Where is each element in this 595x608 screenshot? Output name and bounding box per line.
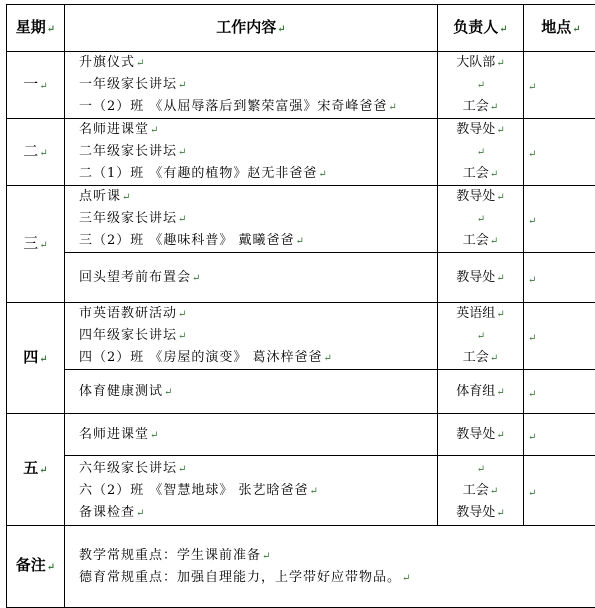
paragraph-mark-icon: ↵ — [296, 236, 305, 247]
owner-line: 大队部 — [456, 55, 495, 70]
paragraph-mark-icon: ↵ — [528, 77, 536, 99]
paragraph-mark-icon: ↵ — [490, 169, 498, 180]
owner-cell — [438, 414, 524, 456]
note-line: 德育常规重点：加强自理能力，上学带好应带物品。 — [79, 570, 401, 585]
notes-content-cell — [65, 526, 595, 608]
paragraph-mark-icon: ↵ — [477, 80, 485, 91]
content-cell — [65, 414, 438, 456]
day-cell-4 — [7, 303, 65, 414]
day-label: 五 — [23, 459, 38, 477]
paragraph-mark-icon: ↵ — [47, 562, 55, 573]
place-cell — [524, 370, 595, 414]
table-row — [7, 456, 595, 526]
paragraph-mark-icon: ↵ — [122, 192, 131, 203]
day-label: 一 — [23, 75, 38, 93]
content-line: 四年级家长讲坛 — [79, 328, 177, 343]
content-cell — [65, 186, 438, 253]
content-cell — [65, 370, 438, 414]
day-cell-3 — [7, 186, 65, 303]
paragraph-mark-icon: ↵ — [496, 125, 504, 136]
place-cell — [524, 52, 595, 119]
table-row — [7, 119, 595, 186]
paragraph-mark-icon: ↵ — [490, 486, 498, 497]
notes-label-cell — [7, 526, 65, 608]
paragraph-mark-icon: ↵ — [496, 508, 504, 519]
content-line: 四（2）班 《房屋的演变》 葛沐梓爸爸 — [79, 350, 323, 365]
paragraph-mark-icon: ↵ — [136, 58, 145, 69]
owner-line: 教导处 — [456, 427, 495, 442]
paragraph-mark-icon: ↵ — [490, 353, 498, 364]
paragraph-mark-icon: ↵ — [178, 80, 187, 91]
table-row — [7, 370, 595, 414]
paragraph-mark-icon: ↵ — [39, 240, 47, 251]
content-line: 名师进课堂 — [79, 122, 149, 137]
content-line: 三年级家长讲坛 — [79, 211, 177, 226]
paragraph-mark-icon: ↵ — [477, 147, 485, 158]
owner-cell — [438, 370, 524, 414]
content-line: 点听课 — [79, 189, 121, 204]
day-cell-5 — [7, 414, 65, 526]
paragraph-mark-icon: ↵ — [178, 147, 187, 158]
paragraph-mark-icon: ↵ — [178, 309, 187, 320]
paragraph-mark-icon: ↵ — [490, 102, 498, 113]
owner-line: 教导处 — [456, 122, 495, 137]
owner-line: 工会 — [463, 483, 489, 498]
paragraph-mark-icon: ↵ — [136, 508, 145, 519]
content-line: 名师进课堂 — [79, 427, 149, 442]
place-cell — [524, 414, 595, 456]
paragraph-mark-icon: ↵ — [178, 331, 187, 342]
paragraph-mark-icon: ↵ — [496, 58, 504, 69]
content-line: 回头望考前布置会 — [79, 270, 191, 285]
paragraph-mark-icon: ↵ — [277, 24, 285, 35]
content-line: 一（2）班 《从屈辱落后到繁荣富强》宋奇峰爸爸 — [79, 99, 387, 114]
paragraph-mark-icon: ↵ — [496, 192, 504, 203]
paragraph-mark-icon: ↵ — [477, 331, 485, 342]
header-owner-label: 负责人 — [453, 18, 498, 36]
paragraph-mark-icon: ↵ — [388, 102, 397, 113]
paragraph-mark-icon: ↵ — [150, 430, 159, 441]
place-cell — [524, 119, 595, 186]
header-owner — [438, 5, 524, 52]
day-cell-1 — [7, 52, 65, 119]
paragraph-mark-icon: ↵ — [477, 464, 485, 475]
header-place-label: 地点 — [541, 18, 571, 36]
owner-line: 教导处 — [456, 505, 495, 520]
paragraph-mark-icon: ↵ — [528, 211, 536, 233]
header-day — [7, 5, 65, 52]
owner-cell — [438, 52, 524, 119]
owner-cell — [438, 253, 524, 303]
owner-cell — [438, 303, 524, 370]
paragraph-mark-icon: ↵ — [192, 273, 201, 284]
owner-line: 工会 — [463, 233, 489, 248]
paragraph-mark-icon: ↵ — [499, 24, 507, 35]
owner-line: 工会 — [463, 99, 489, 114]
paragraph-mark-icon: ↵ — [164, 387, 173, 398]
content-line: 三（2）班 《趣味科普》 戴曦爸爸 — [79, 233, 295, 248]
header-row — [7, 5, 595, 52]
table-row — [7, 52, 595, 119]
weekly-schedule-table — [6, 4, 595, 608]
content-cell — [65, 119, 438, 186]
content-line: 市英语教研活动 — [79, 306, 177, 321]
content-line: 升旗仪式 — [79, 55, 135, 70]
notes-row — [7, 526, 595, 608]
content-line: 六（2）班 《智慧地球》 张艺晗爸爸 — [79, 483, 309, 498]
paragraph-mark-icon: ↵ — [572, 24, 580, 35]
paragraph-mark-icon: ↵ — [150, 125, 159, 136]
day-cell-2 — [7, 119, 65, 186]
header-content — [65, 5, 438, 52]
owner-cell — [438, 119, 524, 186]
paragraph-mark-icon: ↵ — [262, 551, 271, 562]
paragraph-mark-icon: ↵ — [178, 214, 187, 225]
day-label: 四 — [23, 348, 38, 366]
content-line: 体育健康测试 — [79, 384, 163, 399]
paragraph-mark-icon: ↵ — [528, 328, 536, 350]
content-line: 备课检查 — [79, 505, 135, 520]
paragraph-mark-icon: ↵ — [528, 144, 536, 166]
table-row — [7, 303, 595, 370]
header-content-label: 工作内容 — [216, 18, 276, 36]
paragraph-mark-icon: ↵ — [528, 270, 536, 292]
place-cell — [524, 456, 595, 526]
owner-line: 工会 — [463, 350, 489, 365]
paragraph-mark-icon: ↵ — [490, 236, 498, 247]
content-line: 六年级家长讲坛 — [79, 461, 177, 476]
content-cell — [65, 52, 438, 119]
table-row — [7, 186, 595, 253]
paragraph-mark-icon: ↵ — [496, 273, 504, 284]
content-cell — [65, 303, 438, 370]
owner-line: 工会 — [463, 166, 489, 181]
paragraph-mark-icon: ↵ — [477, 214, 485, 225]
place-cell — [524, 303, 595, 370]
table-row — [7, 414, 595, 456]
note-line: 教学常规重点：学生课前准备 — [79, 548, 261, 563]
content-cell — [65, 456, 438, 526]
paragraph-mark-icon: ↵ — [39, 81, 47, 92]
paragraph-mark-icon: ↵ — [402, 573, 411, 584]
header-day-label: 星期 — [16, 18, 46, 36]
place-cell — [524, 253, 595, 303]
owner-line: 英语组 — [456, 306, 495, 321]
paragraph-mark-icon: ↵ — [528, 384, 536, 406]
table-row — [7, 253, 595, 303]
paragraph-mark-icon: ↵ — [496, 430, 504, 441]
owner-cell — [438, 186, 524, 253]
paragraph-mark-icon: ↵ — [39, 354, 47, 365]
content-cell — [65, 253, 438, 303]
owner-line: 体育组 — [456, 384, 495, 399]
paragraph-mark-icon: ↵ — [47, 24, 55, 35]
paragraph-mark-icon: ↵ — [496, 387, 504, 398]
content-line: 二年级家长讲坛 — [79, 144, 177, 159]
paragraph-mark-icon: ↵ — [39, 148, 47, 159]
paragraph-mark-icon: ↵ — [39, 465, 47, 476]
paragraph-mark-icon: ↵ — [324, 353, 333, 364]
paragraph-mark-icon: ↵ — [528, 483, 536, 505]
paragraph-mark-icon: ↵ — [310, 486, 319, 497]
owner-line: 教导处 — [456, 270, 495, 285]
content-line: 一年级家长讲坛 — [79, 77, 177, 92]
paragraph-mark-icon: ↵ — [528, 427, 536, 449]
paragraph-mark-icon: ↵ — [318, 169, 327, 180]
place-cell — [524, 186, 595, 253]
content-line: 二（1）班 《有趣的植物》赵无非爸爸 — [79, 166, 317, 181]
paragraph-mark-icon: ↵ — [496, 309, 504, 320]
paragraph-mark-icon: ↵ — [178, 464, 187, 475]
day-label: 三 — [23, 234, 38, 252]
owner-line: 教导处 — [456, 189, 495, 204]
header-place — [524, 5, 595, 52]
day-label: 二 — [23, 142, 38, 160]
owner-cell — [438, 456, 524, 526]
notes-label: 备注 — [16, 556, 46, 574]
